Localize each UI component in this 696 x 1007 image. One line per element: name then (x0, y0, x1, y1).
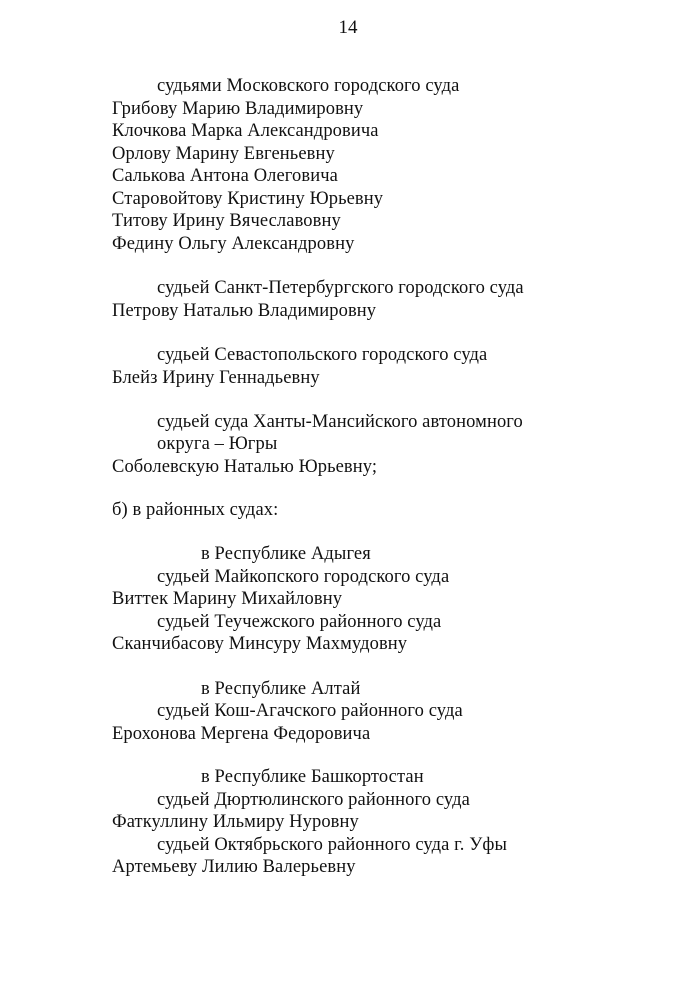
judge-name: Блейз Ирину Геннадьевну (112, 368, 320, 388)
court-heading: судьей Дюртюлинского районного суда (157, 790, 470, 810)
court-heading: судьей Санкт-Петербургского городского суда (157, 278, 524, 298)
judge-name: Орлову Марину Евгеньевну (112, 144, 335, 164)
judge-name: Сканчибасову Минсуру Махмудовну (112, 634, 408, 654)
court-heading-continued: округа – Югры (157, 434, 278, 454)
judge-name: Артемьеву Лилию Валерьевну (112, 857, 356, 877)
court-heading: судьей Теучежского районного суда (157, 612, 442, 632)
region-heading: в Республике Адыгея (201, 544, 371, 564)
section-heading: б) в районных судах: (112, 500, 279, 520)
judge-name: Клочкова Марка Александровича (112, 121, 379, 141)
judge-name: Салькова Антона Олеговича (112, 166, 338, 186)
court-heading: судьей Кош-Агачского районного суда (157, 701, 463, 721)
region-heading: в Республике Башкортостан (201, 767, 424, 787)
court-heading: судьей Октябрьского районного суда г. Уфы (157, 835, 508, 855)
region-heading: в Республике Алтай (201, 679, 361, 699)
page-number: 14 (338, 17, 358, 38)
court-heading: судьей Майкопского городского суда (157, 567, 450, 587)
judge-name: Федину Ольгу Александровну (112, 234, 355, 254)
judge-name: Соболевскую Наталью Юрьевну; (112, 457, 378, 477)
judge-name: Фаткуллину Ильмиру Нуровну (112, 812, 359, 832)
court-heading: судьей Севастопольского городского суда (157, 345, 488, 365)
judge-name: Старовойтову Кристину Юрьевну (112, 189, 384, 209)
court-heading: судьями Московского городского суда (157, 76, 460, 96)
judge-name: Виттек Марину Михайловну (112, 589, 343, 609)
judge-name: Ерохонова Мергена Федоровича (112, 724, 371, 744)
judge-name: Петрову Наталью Владимировну (112, 301, 377, 321)
judge-name: Титову Ирину Вячеславовну (112, 211, 341, 231)
judge-name: Грибову Марию Владимировну (112, 99, 364, 119)
court-heading: судьей суда Ханты-Мансийского автономного (157, 412, 523, 432)
